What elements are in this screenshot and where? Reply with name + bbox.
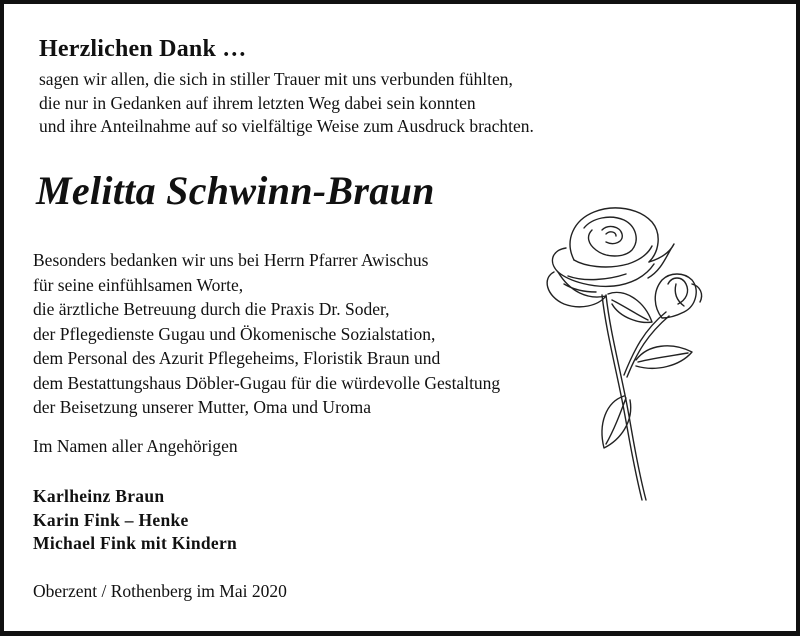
place-date: Oberzent / Rothenberg im Mai 2020 [33,581,287,601]
signers-list [33,485,237,556]
thanks-paragraph [33,248,500,420]
intro-paragraph [39,68,534,139]
thanks-line: dem Personal des Azurit Pflegeheims, Floristik Braun und [33,348,441,368]
thanks-line: Besonders bedanken wir uns bei Herrn Pfarrer Awischus [33,250,429,270]
signer-name: Michael Fink mit Kindern [33,533,238,553]
intro-line: und ihre Anteilnahme auf so vielfältige Weise zum Ausdruck brachten. [39,116,534,136]
thanks-line: der Beisetzung unserer Mutter, Oma und Uroma [33,397,372,417]
deceased-name: Melitta Schwinn-Braun [36,168,435,213]
thanks-line: für seine einfühlsamen Worte, [33,274,244,295]
signer-name: Karlheinz Braun [33,486,165,506]
signer-name: Karin Fink – Henke [33,509,189,530]
intro-line: sagen wir allen, die sich in stiller Trauer mit uns verbunden fühlten, [39,69,513,89]
thanks-line: der Pflegedienste Gugau und Ökomenische Sozialstation, [33,323,436,344]
thanks-line: dem Bestattungshaus Döbler-Gugau für die würdevolle Gestaltung [33,372,501,393]
closing-line: Im Namen aller Angehörigen [33,436,238,456]
rose-icon [544,200,714,510]
intro-line: die nur in Gedanken auf ihrem letzten Weg dabei sein konnten [39,92,476,113]
thanks-line: die ärztliche Betreuung durch die Praxis Dr. Soder, [33,299,390,319]
notice-heading: Herzlichen Dank … [39,36,247,62]
